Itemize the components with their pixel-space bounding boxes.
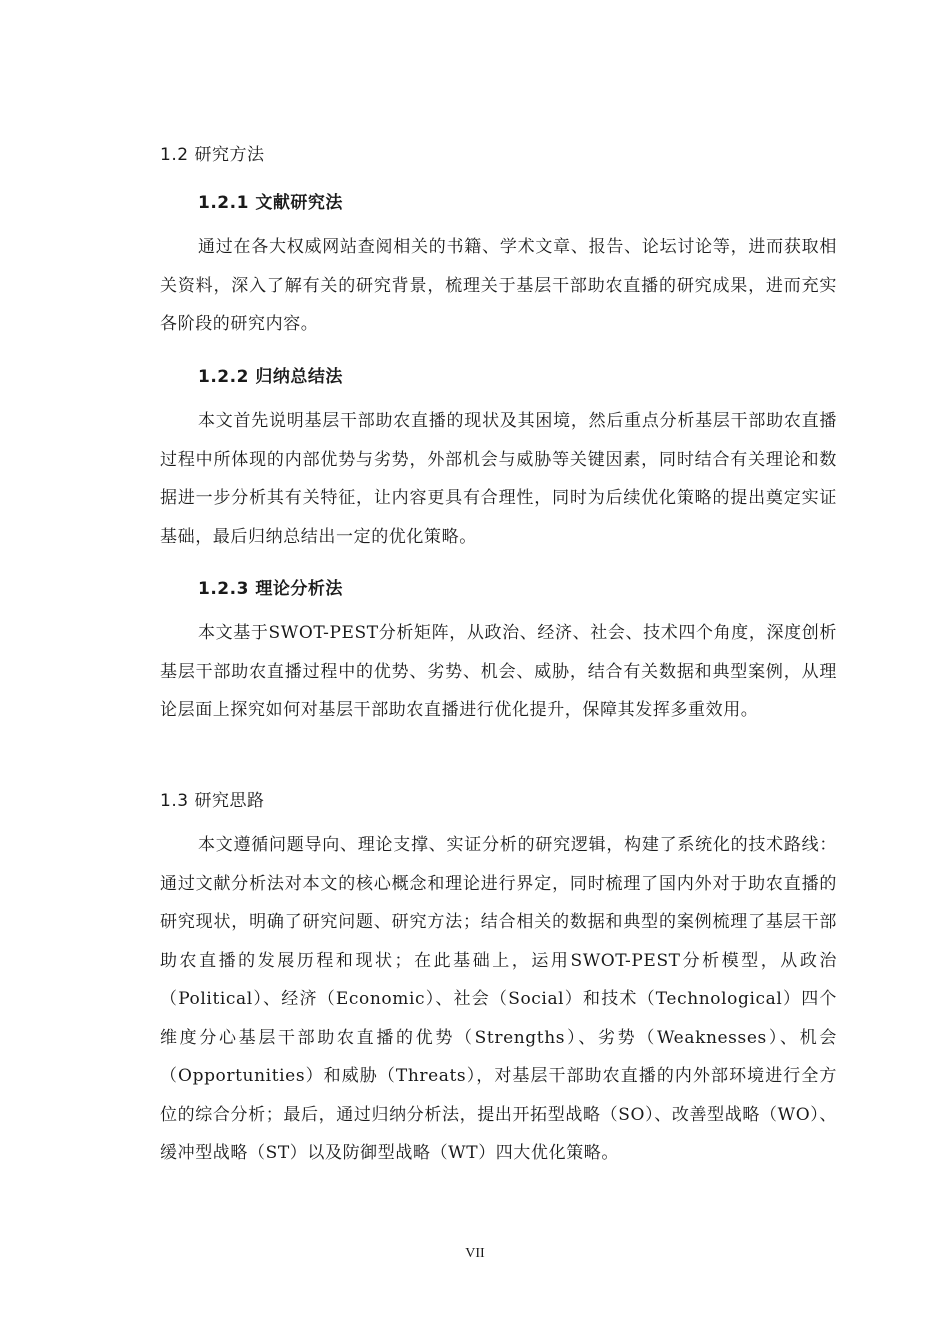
subsection-heading-1-2-3: 1.2.3 理论分析法 <box>198 579 343 599</box>
paragraph-research-approach: 本文遵循问题导向、理论支撑、实证分析的研究逻辑，构建了系统化的技术路线：通过文献分析法对本文的核心概念和理论进行界定，同时梳理了国内外对于助农直播的研究现状，明确了研究问题、研究方法；结合相关的数据和典型的案例梳理了基层干部助农直播的发展历程和现状；在此基础上，运用SWOT-PEST分析模型，从政治（Political）、经济（Economic）、社会（Social）和技术（Technological）四个维度分心基层干部助农直播的优势（Strengths）、劣势（Weaknesses）、机会（Opportunities）和威胁（Threats），对基层干部助农直播的内外部环境进行全方位的综合分析；最后，通过归纳分析法，提出开拓型战略（SO）、改善型战略（WO）、缓冲型战略（ST）以及防御型战略（WT）四大优化策略。 <box>160 835 837 1163</box>
page-number: VII <box>465 1246 485 1261</box>
paragraph-theoretical-analysis: 本文基于SWOT-PEST分析矩阵，从政治、经济、社会、技术四个角度，深度创析基层干部助农直播过程中的优势、劣势、机会、威胁，结合有关数据和典型案例，从理论层面上探究如何对基层干部助农直播进行优化提升，保障其发挥多重效用。 <box>160 623 837 720</box>
subsection-heading-1-2-1: 1.2.1 文献研究法 <box>198 193 343 213</box>
section-heading-1-2: 1.2 研究方法 <box>160 145 265 165</box>
subsection-heading-1-2-2: 1.2.2 归纳总结法 <box>198 367 343 387</box>
paragraph-literature-research: 通过在各大权威网站查阅相关的书籍、学术文章、报告、论坛讨论等，进而获取相关资料，深入了解有关的研究背景，梳理关于基层干部助农直播的研究成果，进而充实各阶段的研究内容。 <box>160 237 837 334</box>
section-heading-1-3: 1.3 研究思路 <box>160 791 265 811</box>
paragraph-inductive-summary: 本文首先说明基层干部助农直播的现状及其困境，然后重点分析基层干部助农直播过程中所体现的内部优势与劣势，外部机会与威胁等关键因素，同时结合有关理论和数据进一步分析其有关特征，让内容更具有合理性，同时为后续优化策略的提出奠定实证基础，最后归纳总结出一定的优化策略。 <box>160 411 837 547</box>
